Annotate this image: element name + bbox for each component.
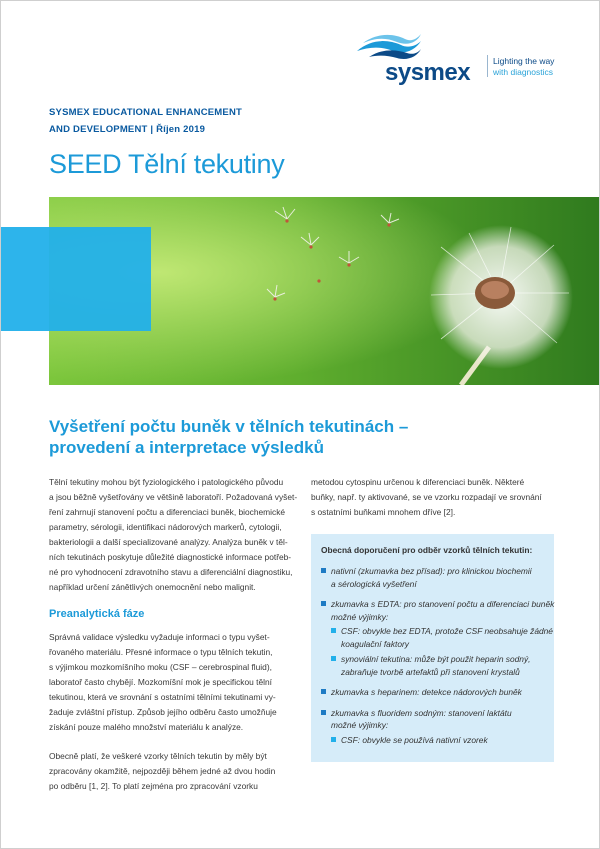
text-line: po odběru [1, 2]. To platí zejména pro zpracování vzorku xyxy=(49,781,258,791)
text-line: a jsou běžně vyšetřovány ve většině laboratoří. Požadovaná vyšet- xyxy=(49,492,298,502)
text-line: získání pouze malého množství materiálu k analýze. xyxy=(49,722,244,732)
tagline-line-2: with diagnostics xyxy=(493,67,554,77)
square-bullet-icon xyxy=(321,689,326,694)
text-line: Tělní tekutiny mohou být fyziologického i patologického původu xyxy=(49,477,284,487)
brand-tagline xyxy=(493,56,554,78)
text-line: řovaného materiálu. Přesné informace o typu tělních tekutin, xyxy=(49,647,273,657)
item-line: možné výjimky: xyxy=(331,720,389,730)
text-line: laboratoř často chybějí. Mozkomíšní mok je specifickou tělní xyxy=(49,677,272,687)
square-bullet-icon xyxy=(321,601,326,606)
text-line: ních tekutinách poskytuje důležité diagnostické informace potřeb- xyxy=(49,552,292,562)
logo-divider xyxy=(487,55,488,77)
sub-list-item xyxy=(321,653,544,678)
list-item xyxy=(321,686,544,699)
text-line: s výjimkou mozkomíšního moku (CSF – cerebrospinal fluid), xyxy=(49,662,272,672)
subtitle-line-2: provedení a interpretace výsledků xyxy=(49,438,324,457)
brand-wordmark: sysmex xyxy=(385,59,471,86)
sysmex-logo xyxy=(355,29,575,86)
article-subtitle xyxy=(49,416,569,458)
text-line: s ostatními buňkami mnohem dříve [2]. xyxy=(311,507,456,517)
text-line: Správná validace výsledku vyžaduje informaci o typu vyšet- xyxy=(49,632,270,642)
square-bullet-icon xyxy=(331,737,336,742)
continuation-paragraph xyxy=(311,475,556,520)
item-line: nativní (zkumavka bez přísad): pro klinickou biochemii xyxy=(331,566,532,576)
item-line: a sérologická vyšetření xyxy=(331,578,417,589)
text-line: né pro vyhodnocení zdravotního stavu a diferenciální diagnostiku, xyxy=(49,567,293,577)
text-line: bakteriologii a další specializované analýzy. Analýza buněk v těl- xyxy=(49,537,288,547)
item-line: zabraňuje tvorbě artefaktů při stanovení krystalů xyxy=(341,666,520,677)
text-line: buňky, např. ty aktivované, se ve vzorku rozpadají ve srovnání xyxy=(311,492,542,502)
square-bullet-icon xyxy=(331,628,336,633)
accent-blue-block xyxy=(1,227,151,331)
text-line: například určení zánětlivých onemocnění nebo malignit. xyxy=(49,582,256,592)
series-kicker xyxy=(49,104,242,138)
preanalytic-paragraph-1 xyxy=(49,630,295,735)
subtitle-line-1: Vyšetření počtu buněk v tělních tekutinách – xyxy=(49,417,409,436)
item-line: zkumavka s heparinem: detekce nádorových buněk xyxy=(331,687,522,697)
item-line: možné výjimky: xyxy=(331,611,389,622)
item-line: zkumavka s EDTA: pro stanovení počtu a diferenciaci buněk xyxy=(331,599,555,609)
list-item xyxy=(321,598,555,678)
preanalytic-paragraph-2 xyxy=(49,749,295,794)
list-item xyxy=(321,565,544,590)
left-column xyxy=(49,475,298,805)
page-title: SEED Tělní tekutiny xyxy=(49,149,285,179)
sub-list-item xyxy=(321,625,553,650)
section-heading: Preanalytická fáze xyxy=(49,608,145,620)
item-line: CSF: obvykle se používá nativní vzorek xyxy=(341,734,488,745)
square-bullet-icon xyxy=(321,710,326,715)
text-line: metodou cytospinu určenou k diferenciaci buněk. Některé xyxy=(311,477,525,487)
text-line: tekutinou, která ve srovnání s ostatními tělními tekutinami vy- xyxy=(49,692,276,702)
text-line: zpracovány okamžitě, nejpozději během jedné až dvou hodin xyxy=(49,766,276,776)
text-line: ření zahrnují stanovení počtu a diferenciaci buněk, biochemické xyxy=(49,507,286,517)
item-line: CSF: obvykle bez EDTA, protože CSF neobsahuje žádné xyxy=(341,626,553,636)
item-line: zkumavka s fluoridem sodným: stanovení laktátu xyxy=(331,707,512,718)
right-column xyxy=(311,475,556,531)
text-line: Obecně platí, že veškeré vzorky tělních tekutin by měly být xyxy=(49,751,267,761)
recommendations-box xyxy=(311,534,554,762)
list-item xyxy=(321,707,544,747)
tagline-line-1: Lighting the way xyxy=(493,56,555,66)
sub-list-item xyxy=(321,734,544,747)
square-bullet-icon xyxy=(331,656,336,661)
kicker-line-2: AND DEVELOPMENT | Říjen 2019 xyxy=(49,124,206,135)
box-title: Obecná doporučení pro odběr vzorků tělních tekutin: xyxy=(321,545,533,555)
item-line: koagulační faktory xyxy=(341,638,409,649)
text-line: žaduje zvláštní přístup. Způsob jejího odběru často umožňuje xyxy=(49,707,277,717)
item-line: synoviální tekutina: může být použit heparin sodný, xyxy=(341,654,531,664)
intro-paragraph xyxy=(49,475,298,595)
text-line: parametry, sérologii, identifikaci nádorových markerů, cytologii, xyxy=(49,522,282,532)
kicker-line-1: SYSMEX EDUCATIONAL ENHANCEMENT xyxy=(49,107,243,118)
square-bullet-icon xyxy=(321,568,326,573)
